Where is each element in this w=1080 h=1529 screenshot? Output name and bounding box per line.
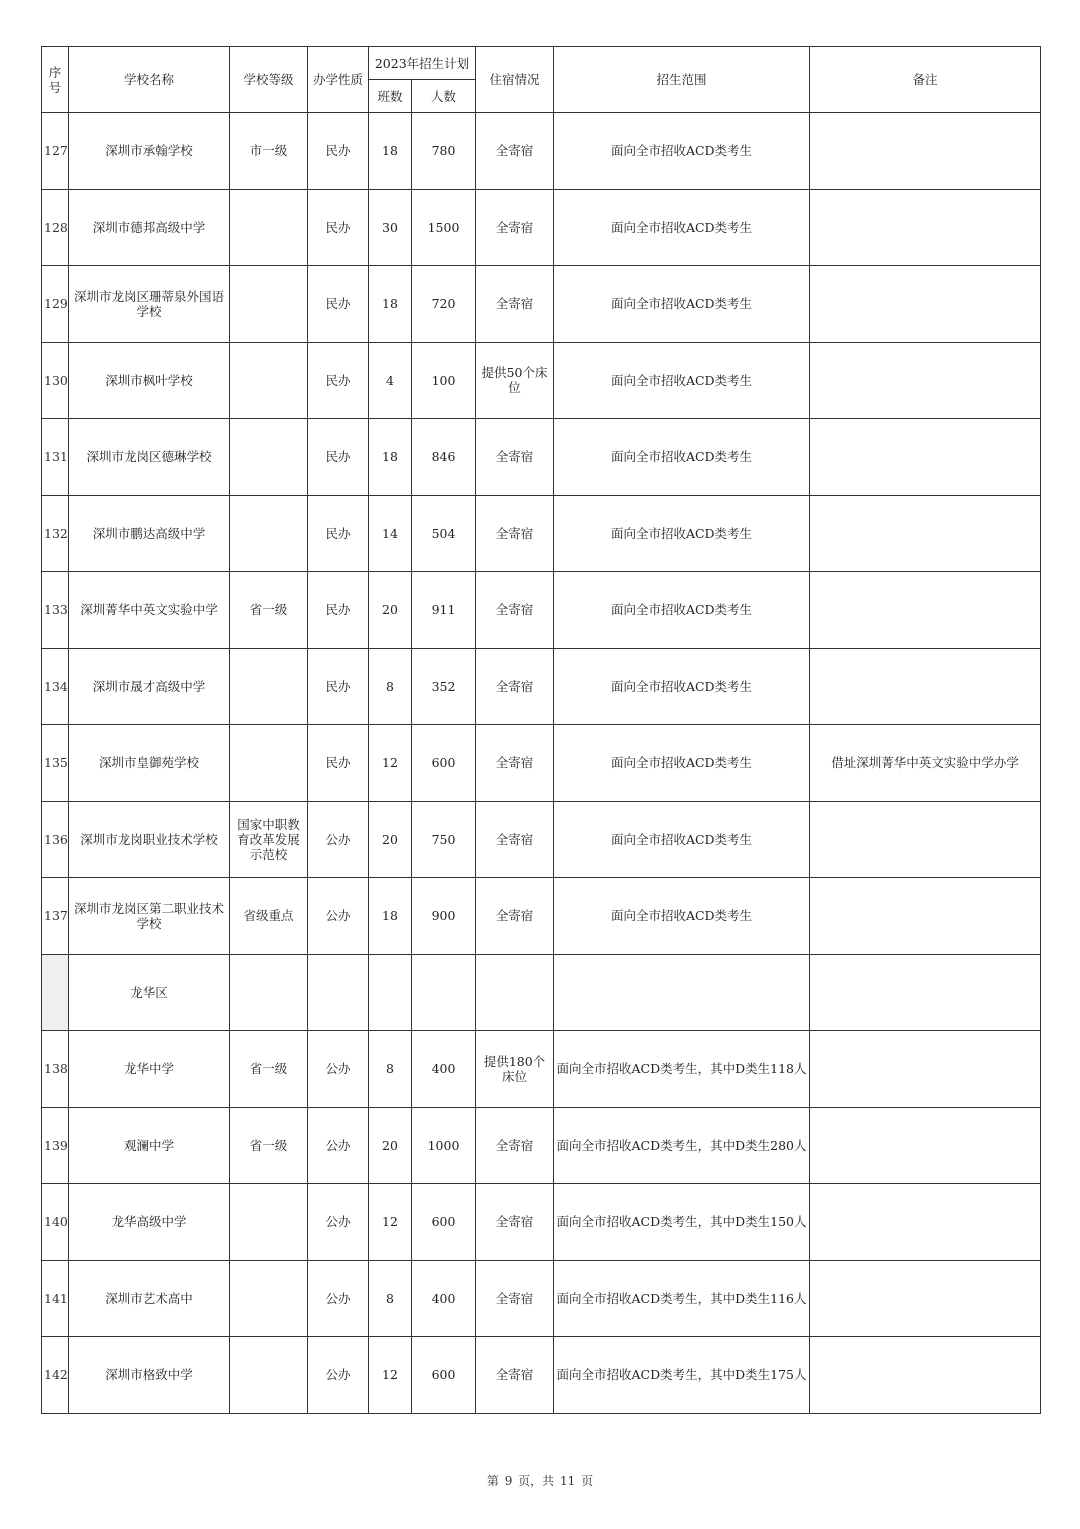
cell-people: 1000 [412, 1107, 476, 1184]
cell-school-nature: 民办 [308, 725, 369, 802]
cell-school-nature: 民办 [308, 189, 369, 266]
cell-index: 142 [42, 1337, 69, 1414]
cell-school-name: 深圳市枫叶学校 [69, 342, 230, 419]
cell-people: 100 [412, 342, 476, 419]
cell-school-name: 龙华高级中学 [69, 1184, 230, 1261]
cell-remark [810, 1184, 1041, 1261]
cell-index: 130 [42, 342, 69, 419]
cell-classes: 8 [369, 1260, 412, 1337]
enrollment-table [41, 46, 1041, 1414]
cell-scope: 面向全市招收ACD类考生 [554, 648, 810, 725]
cell-school-grade [230, 648, 308, 725]
cell-school-grade [230, 1337, 308, 1414]
cell-people: 900 [412, 878, 476, 955]
cell-scope: 面向全市招收ACD类考生 [554, 801, 810, 878]
header-lodging: 住宿情况 [476, 47, 554, 113]
table-body-longhua [42, 1031, 1041, 1414]
table-row [42, 1107, 1041, 1184]
cell-index: 132 [42, 495, 69, 572]
cell-remark [810, 266, 1041, 343]
cell-scope: 面向全市招收ACD类考生 [554, 572, 810, 649]
cell-index: 136 [42, 801, 69, 878]
cell-school-grade [230, 1260, 308, 1337]
cell-people: 750 [412, 801, 476, 878]
cell-index: 133 [42, 572, 69, 649]
cell-classes: 30 [369, 189, 412, 266]
cell-school-nature: 民办 [308, 342, 369, 419]
table-row [42, 1031, 1041, 1108]
cell-scope: 面向全市招收ACD类考生 [554, 419, 810, 496]
cell-school-name: 深圳市承翰学校 [69, 113, 230, 190]
cell-lodging: 全寄宿 [476, 495, 554, 572]
header-classes: 班数 [369, 80, 412, 113]
cell-school-grade [230, 725, 308, 802]
cell-index: 141 [42, 1260, 69, 1337]
cell-index: 129 [42, 266, 69, 343]
cell-lodging: 全寄宿 [476, 878, 554, 955]
cell-index: 138 [42, 1031, 69, 1108]
cell-lodging: 全寄宿 [476, 801, 554, 878]
table-row [42, 878, 1041, 955]
cell-classes: 18 [369, 878, 412, 955]
header-enrollment-plan: 2023年招生计划 [369, 47, 476, 80]
header-index: 序号 [42, 47, 69, 113]
cell-school-name: 深圳市龙岗职业技术学校 [69, 801, 230, 878]
table-row [42, 572, 1041, 649]
cell-index: 139 [42, 1107, 69, 1184]
cell-classes: 8 [369, 648, 412, 725]
table-row [42, 1184, 1041, 1261]
cell-school-nature: 民办 [308, 648, 369, 725]
cell-school-grade: 省级重点 [230, 878, 308, 955]
cell-people: 400 [412, 1031, 476, 1108]
cell-school-nature: 民办 [308, 419, 369, 496]
table-row [42, 342, 1041, 419]
cell-remark [810, 113, 1041, 190]
cell-school-name: 深圳市龙岗区珊蒂泉外国语学校 [69, 266, 230, 343]
cell-classes: 20 [369, 572, 412, 649]
cell-people: 911 [412, 572, 476, 649]
cell-school-name: 龙华中学 [69, 1031, 230, 1108]
cell-school-nature: 公办 [308, 1260, 369, 1337]
cell-lodging: 提供180个床位 [476, 1031, 554, 1108]
cell-school-grade: 省一级 [230, 1107, 308, 1184]
cell-classes: 18 [369, 419, 412, 496]
cell-lodging: 全寄宿 [476, 572, 554, 649]
cell-classes: 20 [369, 801, 412, 878]
cell-classes: 12 [369, 1184, 412, 1261]
cell-school-nature: 民办 [308, 266, 369, 343]
cell-index: 134 [42, 648, 69, 725]
header-people: 人数 [412, 80, 476, 113]
cell-index: 128 [42, 189, 69, 266]
table-row [42, 648, 1041, 725]
cell-lodging: 全寄宿 [476, 113, 554, 190]
cell-lodging: 全寄宿 [476, 648, 554, 725]
cell-school-name: 深圳市艺术高中 [69, 1260, 230, 1337]
cell-classes: 12 [369, 725, 412, 802]
cell-school-name: 观澜中学 [69, 1107, 230, 1184]
section-title: 龙华区 [69, 954, 230, 1031]
section-row [42, 954, 1041, 1031]
cell-school-grade [230, 1184, 308, 1261]
table-row [42, 495, 1041, 572]
cell-remark [810, 801, 1041, 878]
table-row [42, 419, 1041, 496]
header-school-grade: 学校等级 [230, 47, 308, 113]
cell-school-name: 深圳市格致中学 [69, 1337, 230, 1414]
cell-lodging: 全寄宿 [476, 1260, 554, 1337]
cell-school-nature: 公办 [308, 1031, 369, 1108]
page-footer: 第 9 页，共 11 页 [486, 1474, 594, 1488]
cell-school-grade: 市一级 [230, 113, 308, 190]
cell-school-nature: 公办 [308, 1107, 369, 1184]
table-row [42, 801, 1041, 878]
cell-scope: 面向全市招收ACD类考生 [554, 189, 810, 266]
cell-school-grade: 省一级 [230, 1031, 308, 1108]
cell-school-name: 深圳市龙岗区第二职业技术学校 [69, 878, 230, 955]
cell-people: 846 [412, 419, 476, 496]
cell-scope: 面向全市招收ACD类考生 [554, 878, 810, 955]
table-row [42, 189, 1041, 266]
cell-scope: 面向全市招收ACD类考生 [554, 342, 810, 419]
cell-scope: 面向全市招收ACD类考生，其中D类生175人 [554, 1337, 810, 1414]
cell-school-name: 深圳市晟才高级中学 [69, 648, 230, 725]
cell-remark [810, 342, 1041, 419]
cell-school-nature: 公办 [308, 1337, 369, 1414]
cell-people: 600 [412, 1337, 476, 1414]
cell-people: 504 [412, 495, 476, 572]
cell-remark: 借址深圳菁华中英文实验中学办学 [810, 725, 1041, 802]
cell-remark [810, 1337, 1041, 1414]
cell-scope: 面向全市招收ACD类考生，其中D类生280人 [554, 1107, 810, 1184]
cell-school-grade: 省一级 [230, 572, 308, 649]
cell-index: 127 [42, 113, 69, 190]
cell-school-nature: 公办 [308, 1184, 369, 1261]
cell-classes: 18 [369, 113, 412, 190]
section-index-cell [42, 954, 69, 1031]
header-school-nature: 办学性质 [308, 47, 369, 113]
cell-index: 140 [42, 1184, 69, 1261]
cell-remark [810, 189, 1041, 266]
cell-school-grade [230, 342, 308, 419]
cell-school-nature: 民办 [308, 572, 369, 649]
cell-people: 600 [412, 1184, 476, 1261]
cell-school-nature: 公办 [308, 878, 369, 955]
cell-school-nature: 民办 [308, 113, 369, 190]
cell-remark [810, 1031, 1041, 1108]
header-remark: 备注 [810, 47, 1041, 113]
cell-people: 780 [412, 113, 476, 190]
table-row [42, 1260, 1041, 1337]
cell-remark [810, 648, 1041, 725]
cell-people: 1500 [412, 189, 476, 266]
cell-remark [810, 495, 1041, 572]
cell-index: 135 [42, 725, 69, 802]
cell-classes: 12 [369, 1337, 412, 1414]
cell-lodging: 全寄宿 [476, 419, 554, 496]
cell-remark [810, 878, 1041, 955]
cell-people: 352 [412, 648, 476, 725]
cell-classes: 18 [369, 266, 412, 343]
cell-classes: 14 [369, 495, 412, 572]
cell-school-nature: 公办 [308, 801, 369, 878]
cell-people: 600 [412, 725, 476, 802]
cell-school-name: 深圳市皇御苑学校 [69, 725, 230, 802]
cell-lodging: 提供50个床位 [476, 342, 554, 419]
cell-school-grade [230, 266, 308, 343]
cell-school-grade [230, 419, 308, 496]
table-row [42, 1337, 1041, 1414]
cell-scope: 面向全市招收ACD类考生，其中D类生118人 [554, 1031, 810, 1108]
cell-school-name: 深圳市鹏达高级中学 [69, 495, 230, 572]
cell-people: 400 [412, 1260, 476, 1337]
table-row [42, 113, 1041, 190]
cell-lodging: 全寄宿 [476, 266, 554, 343]
cell-lodging: 全寄宿 [476, 1337, 554, 1414]
cell-school-name: 深圳市龙岗区德琳学校 [69, 419, 230, 496]
cell-school-name: 深圳市德邦高级中学 [69, 189, 230, 266]
table-row [42, 266, 1041, 343]
cell-scope: 面向全市招收ACD类考生，其中D类生116人 [554, 1260, 810, 1337]
cell-remark [810, 1260, 1041, 1337]
cell-school-grade [230, 189, 308, 266]
cell-index: 131 [42, 419, 69, 496]
section-longhua [42, 954, 1041, 1031]
cell-scope: 面向全市招收ACD类考生 [554, 495, 810, 572]
cell-people: 720 [412, 266, 476, 343]
cell-school-grade [230, 495, 308, 572]
cell-school-grade: 国家中职教育改革发展示范校 [230, 801, 308, 878]
cell-classes: 4 [369, 342, 412, 419]
header-school-name: 学校名称 [69, 47, 230, 113]
cell-classes: 8 [369, 1031, 412, 1108]
cell-lodging: 全寄宿 [476, 725, 554, 802]
cell-classes: 20 [369, 1107, 412, 1184]
cell-school-name: 深圳菁华中英文实验中学 [69, 572, 230, 649]
cell-scope: 面向全市招收ACD类考生，其中D类生150人 [554, 1184, 810, 1261]
table-row [42, 725, 1041, 802]
cell-school-nature: 民办 [308, 495, 369, 572]
cell-scope: 面向全市招收ACD类考生 [554, 266, 810, 343]
header-scope: 招生范围 [554, 47, 810, 113]
cell-remark [810, 419, 1041, 496]
table-body-longgang [42, 113, 1041, 955]
cell-lodging: 全寄宿 [476, 189, 554, 266]
cell-scope: 面向全市招收ACD类考生 [554, 725, 810, 802]
cell-remark [810, 1107, 1041, 1184]
cell-scope: 面向全市招收ACD类考生 [554, 113, 810, 190]
cell-index: 137 [42, 878, 69, 955]
cell-remark [810, 572, 1041, 649]
cell-lodging: 全寄宿 [476, 1184, 554, 1261]
cell-lodging: 全寄宿 [476, 1107, 554, 1184]
